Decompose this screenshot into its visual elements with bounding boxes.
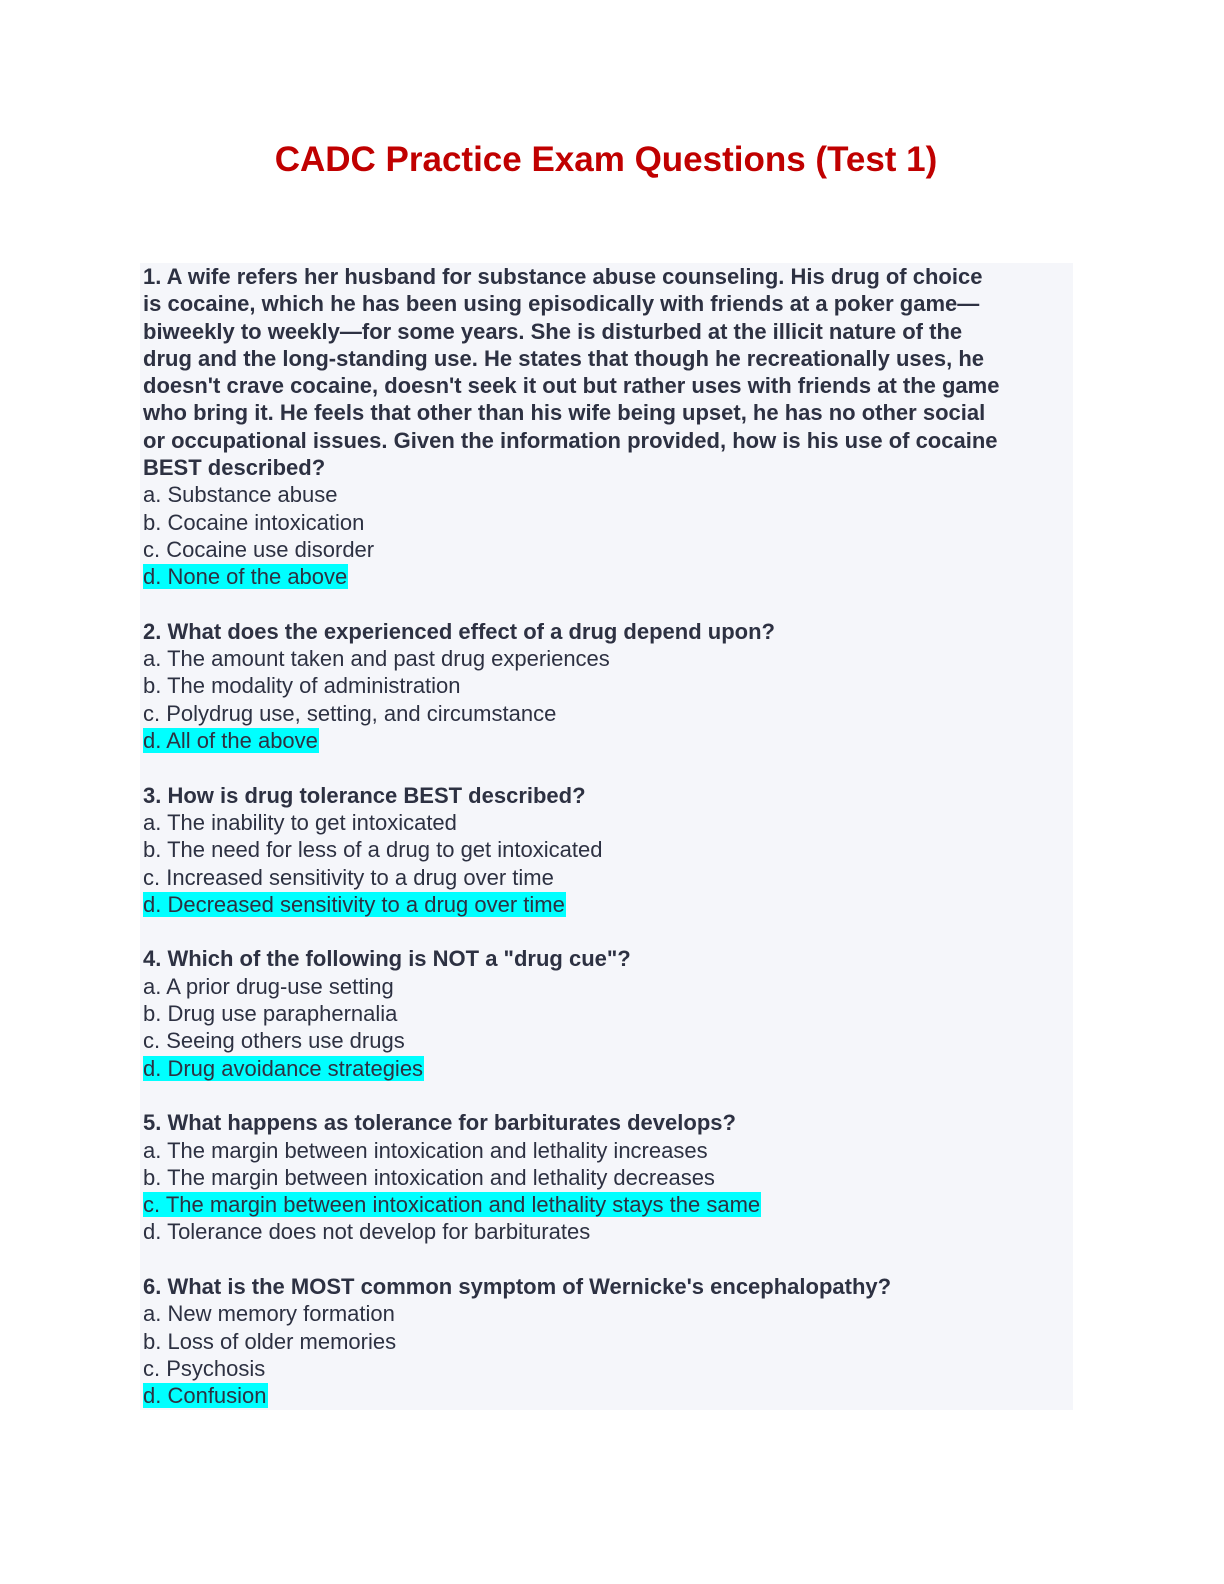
option-text: b. Cocaine intoxication [143,509,365,535]
answer-option-correct [143,1191,1073,1218]
option-text: d. None of the above [143,564,348,590]
question-1 [143,263,1073,591]
question-6 [143,1273,1073,1409]
answer-option [143,1355,1073,1382]
answer-option [143,1328,1073,1355]
option-text: c. Cocaine use disorder [143,536,375,562]
option-text: d. Drug avoidance strategies [143,1055,424,1081]
option-text: d. All of the above [143,728,318,754]
answer-option-correct [143,891,1073,918]
question-text: 2. What does the experienced effect of a drug depend upon? [143,618,775,644]
option-text: d. Tolerance does not develop for barbiturates [143,1219,591,1245]
question-text: 3. How is drug tolerance BEST described? [143,782,586,808]
option-text: d. Decreased sensitivity to a drug over time [143,891,565,917]
answer-option [143,1164,1073,1191]
option-text: b. Loss of older memories [143,1328,397,1354]
option-text: b. Drug use paraphernalia [143,1001,398,1027]
answer-option [143,1300,1073,1327]
answer-option [143,1218,1073,1245]
answer-option [143,481,1073,508]
option-text: b. The modality of administration [143,673,461,699]
answer-option [143,645,1073,672]
answer-option [143,700,1073,727]
answer-option [143,1137,1073,1164]
answer-option [143,672,1073,699]
answer-option [143,509,1073,536]
page-title: CADC Practice Exam Questions (Test 1) [274,140,938,179]
answer-option [143,836,1073,863]
answer-option-correct [143,1055,1073,1082]
question-list [143,263,1073,1437]
option-text: a. The margin between intoxication and lethality increases [143,1137,708,1163]
option-text: c. Increased sensitivity to a drug over time [143,864,554,890]
answer-option [143,1027,1073,1054]
question-4 [143,945,1073,1081]
answer-option [143,809,1073,836]
option-text: b. The margin between intoxication and lethality decreases [143,1164,715,1190]
answer-option [143,973,1073,1000]
option-text: c. Psychosis [143,1355,266,1381]
answer-option-correct [143,1382,1073,1409]
answer-option-correct [143,563,1073,590]
question-text: 6. What is the MOST common symptom of Wernicke's encephalopathy? [143,1273,892,1299]
answer-option [143,864,1073,891]
question-text: 1. A wife refers her husband for substance abuse counseling. His drug of choice is cocaine, which he has been using episodically with friends at a poker game— biweekly to weekly—for some years. She is disturbed at the illicit nature of the drug and the long-standing use. He states that though he recreationally uses, he doesn't crave cocaine, doesn't seek it out but rather uses with friends at the game who bring it. He feels that other than his wife being upset, he has no other social or occupational issues. Given the information provided, how is his use of cocaine BEST described? [143,264,1000,481]
question-text: 4. Which of the following is NOT a "drug cue"? [143,946,631,972]
option-text: a. Substance abuse [143,482,338,508]
option-text: c. Seeing others use drugs [143,1028,405,1054]
answer-option [143,1000,1073,1027]
option-text: a. The inability to get intoxicated [143,809,457,835]
question-2 [143,618,1073,754]
option-text: a. A prior drug-use setting [143,973,394,999]
answer-option-correct [143,727,1073,754]
question-text: 5. What happens as tolerance for barbiturates develops? [143,1110,736,1136]
answer-option [143,536,1073,563]
option-text: a. The amount taken and past drug experiences [143,646,610,672]
question-5 [143,1109,1073,1245]
option-text: a. New memory formation [143,1301,395,1327]
option-text: c. Polydrug use, setting, and circumstance [143,700,557,726]
option-text: d. Confusion [143,1383,267,1409]
option-text: c. The margin between intoxication and lethality stays the same [143,1192,761,1218]
option-text: b. The need for less of a drug to get intoxicated [143,837,603,863]
question-3 [143,782,1073,918]
